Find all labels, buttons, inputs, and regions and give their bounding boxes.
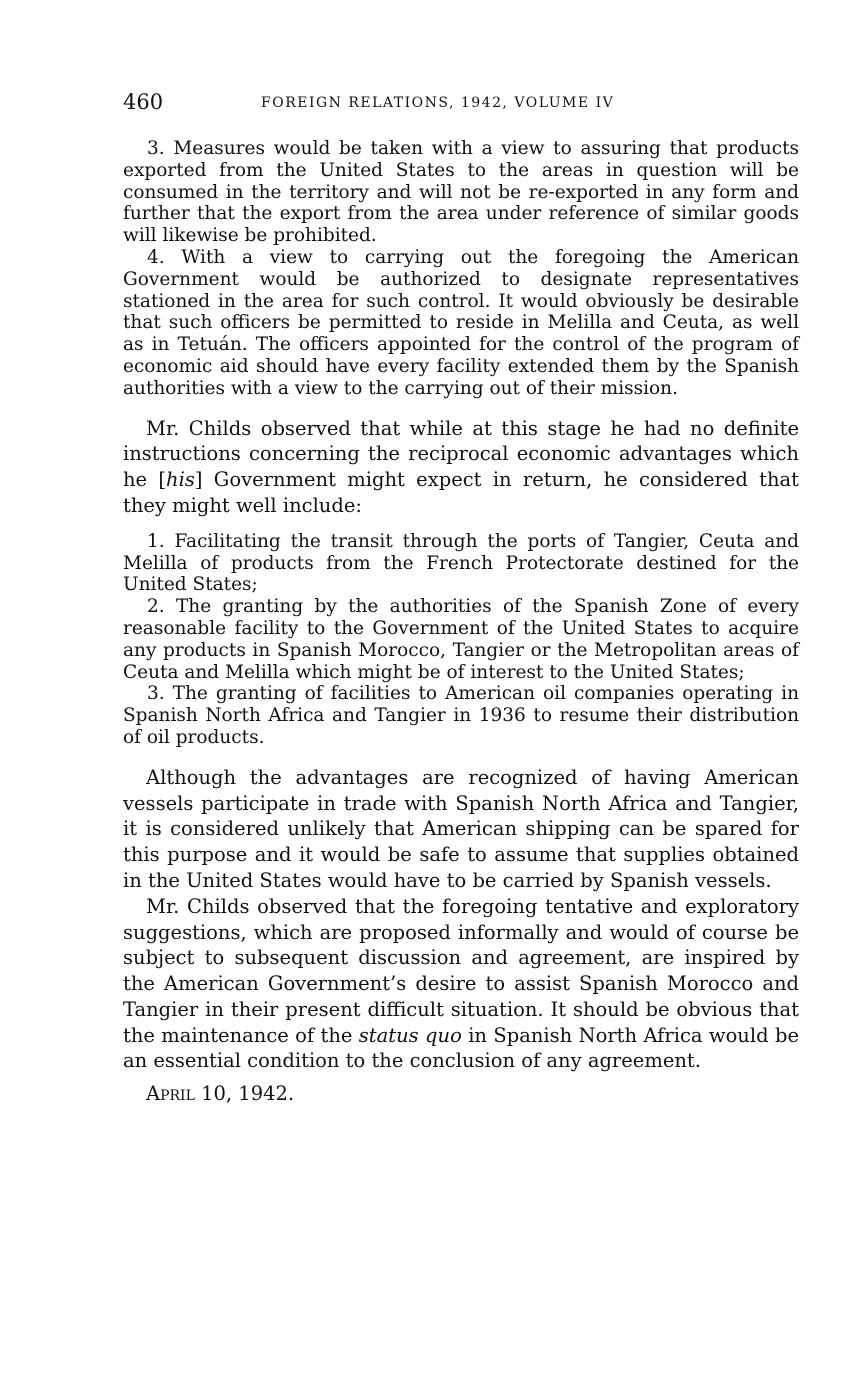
text-run: Mr. Childs observed that while at this stage he had no definite instructions concerning the reciprocal economic advantages which he [	[123, 416, 799, 492]
list-item: 4. With a view to carrying out the foregoing the American Government would be authorized to designate representatives stationed in the area for such control. It would obviously be desirable that such officers be permitted to reside in Melilla and Ceuta, as well as in Tetuán. The officers appointed for the control of the program of economic aid should have every facility extended them by the Spanish authorities with a view to the carrying out of their mission.	[123, 246, 799, 399]
shipping-paragraph: Although the advantages are recognized of having American vessels participate in trade with Spanish North Africa and Tangier, it is considered unlikely that American shipping can be spared for this purpose and it would be safe to assume that supplies obtained in the United States would have to be carried by Spanish vessels.	[123, 765, 799, 892]
date-month: April	[146, 1082, 195, 1106]
list-item: 3. Measures would be taken with a view to assuring that products exported from the United States to the areas in question will be consumed in the territory and will not be re-exported in any form and further that the export from the area under reference of similar goods will likewise be prohibited.	[123, 138, 799, 247]
page-number: 460	[123, 90, 164, 114]
text-run: in Spanish North Africa would be an essential condition to the conclusion of any agreement.	[123, 1023, 799, 1073]
date-rest: 10, 1942.	[194, 1082, 295, 1106]
body-paragraphs	[123, 765, 799, 1075]
conclusion-paragraph	[123, 894, 799, 1075]
text-run: Mr. Childs observed that the foregoing tentative and exploratory suggestions, which are proposed informally and would of course be subject to subsequent discussion and agreement, are inspired by the American Government’s desire to assist Spanish Morocco and Tangier in their present difficult situation. It should be obvious that the maintenance of the	[123, 894, 799, 1047]
text-run: ] Government might expect in return, he considered that they might well include:	[123, 468, 800, 517]
document-page	[123, 90, 799, 1105]
advantages-list	[123, 531, 799, 749]
measures-list	[123, 138, 799, 400]
list-item: 2. The granting by the authorities of the Spanish Zone of every reasonable facility to the Government of the United States to acquire any products in Spanish Morocco, Tangier or the Metropolitan areas of Ceuta and Melilla which might be of interest to the United States;	[123, 596, 799, 683]
running-title: FOREIGN RELATIONS, 1942, VOLUME IV	[261, 95, 615, 111]
childs-paragraph	[123, 416, 799, 519]
list-item: 3. The granting of facilities to American oil companies operating in Spanish North Africa and Tangier in 1936 to resume their distribution of oil products.	[123, 683, 799, 748]
page-header	[123, 90, 799, 118]
list-item: 1. Facilitating the transit through the ports of Tangier, Ceuta and Melilla of products from the French Protectorate destined for the United States;	[123, 530, 799, 596]
body-paragraph	[123, 416, 799, 519]
italic-text: his	[166, 468, 195, 492]
date-line	[123, 1082, 799, 1105]
italic-text: status quo	[358, 1023, 462, 1047]
